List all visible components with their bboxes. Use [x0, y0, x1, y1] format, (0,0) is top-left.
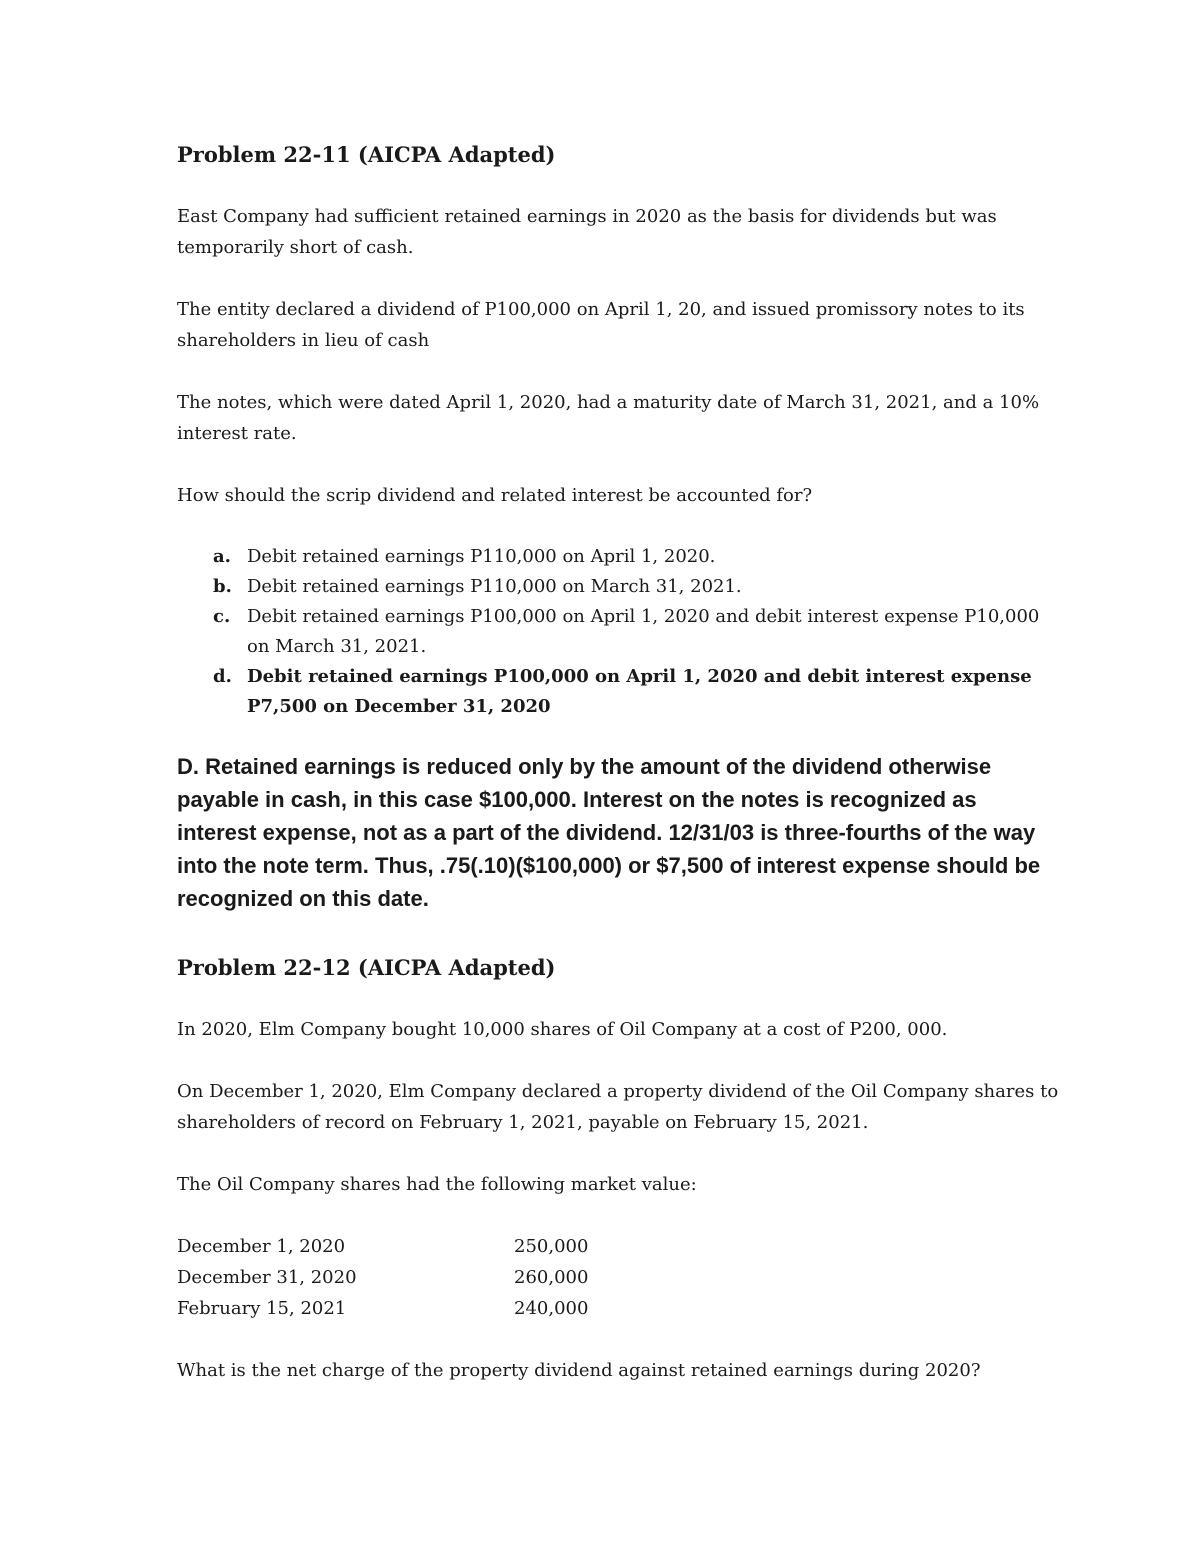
- option-text: Debit retained earnings P100,000 on April 1, 2020 and debit interest expense P7,500 on December 31, 2020: [247, 666, 1032, 717]
- option-text: Debit retained earnings P100,000 on April 1, 2020 and debit interest expense P10,000 on March 31, 2021.: [247, 606, 1040, 657]
- document-page: [177, 140, 1077, 1386]
- table-row: [177, 1262, 588, 1293]
- value-amount: 260,000: [514, 1267, 589, 1288]
- option-text: Debit retained earnings P110,000 on April 1, 2020.: [247, 546, 716, 567]
- problem-22-11-para-3: The notes, which were dated April 1, 2020, had a maturity date of March 31, 2021, and a 10% interest rate.: [177, 392, 1040, 444]
- problem-22-11-question: How should the scrip dividend and related interest be accounted for?: [177, 485, 813, 506]
- value-amount: 240,000: [514, 1298, 589, 1319]
- value-date: February 15, 2021: [177, 1298, 347, 1319]
- problem-22-11-para-2: The entity declared a dividend of P100,000 on April 1, 20, and issued promissory notes to its shareholders in lieu of cash: [177, 299, 1025, 351]
- answer-explanation: D. Retained earnings is reduced only by the amount of the dividend otherwise payable in cash, in this case $100,000. Interest on the notes is recognized as interest expense, not as a part of the dividend. 12/31/03 is three-fourths of the way into the note term. Thus, .75(.10)($100,000) or $7,500 of interest expense should be recognized on this date.: [177, 754, 1041, 911]
- problem-22-12-para-3: The Oil Company shares had the following market value:: [177, 1174, 697, 1195]
- value-date: December 31, 2020: [177, 1267, 357, 1288]
- value-date: December 1, 2020: [177, 1236, 346, 1257]
- table-row: [177, 1293, 588, 1324]
- problem-22-11-heading: Problem 22-11 (AICPA Adapted): [177, 142, 556, 167]
- problem-22-12-para-2: On December 1, 2020, Elm Company declared a property dividend of the Oil Company shares to shareholders of record on February 1, 2021, payable on February 15, 2021.: [177, 1081, 1059, 1133]
- problem-22-12-heading: Problem 22-12 (AICPA Adapted): [177, 955, 556, 980]
- problem-22-12-para-1: In 2020, Elm Company bought 10,000 shares of Oil Company at a cost of P200, 000.: [177, 1019, 948, 1040]
- option-letter: c.: [213, 606, 231, 627]
- table-row: [177, 1231, 588, 1262]
- option-a: [177, 542, 1077, 572]
- option-letter: a.: [213, 546, 231, 567]
- option-letter: b.: [213, 576, 232, 597]
- option-b: [177, 572, 1077, 602]
- problem-22-12-question: What is the net charge of the property dividend against retained earnings during 2020?: [177, 1360, 981, 1381]
- market-value-table: [177, 1231, 588, 1324]
- value-amount: 250,000: [514, 1236, 589, 1257]
- answer-options: [177, 542, 1077, 722]
- option-d: [177, 662, 1077, 722]
- option-c: [177, 602, 1077, 662]
- option-letter: d.: [213, 666, 232, 687]
- option-text: Debit retained earnings P110,000 on March 31, 2021.: [247, 576, 742, 597]
- problem-22-11-para-1: East Company had sufficient retained earnings in 2020 as the basis for dividends but was temporarily short of cash.: [177, 206, 997, 258]
